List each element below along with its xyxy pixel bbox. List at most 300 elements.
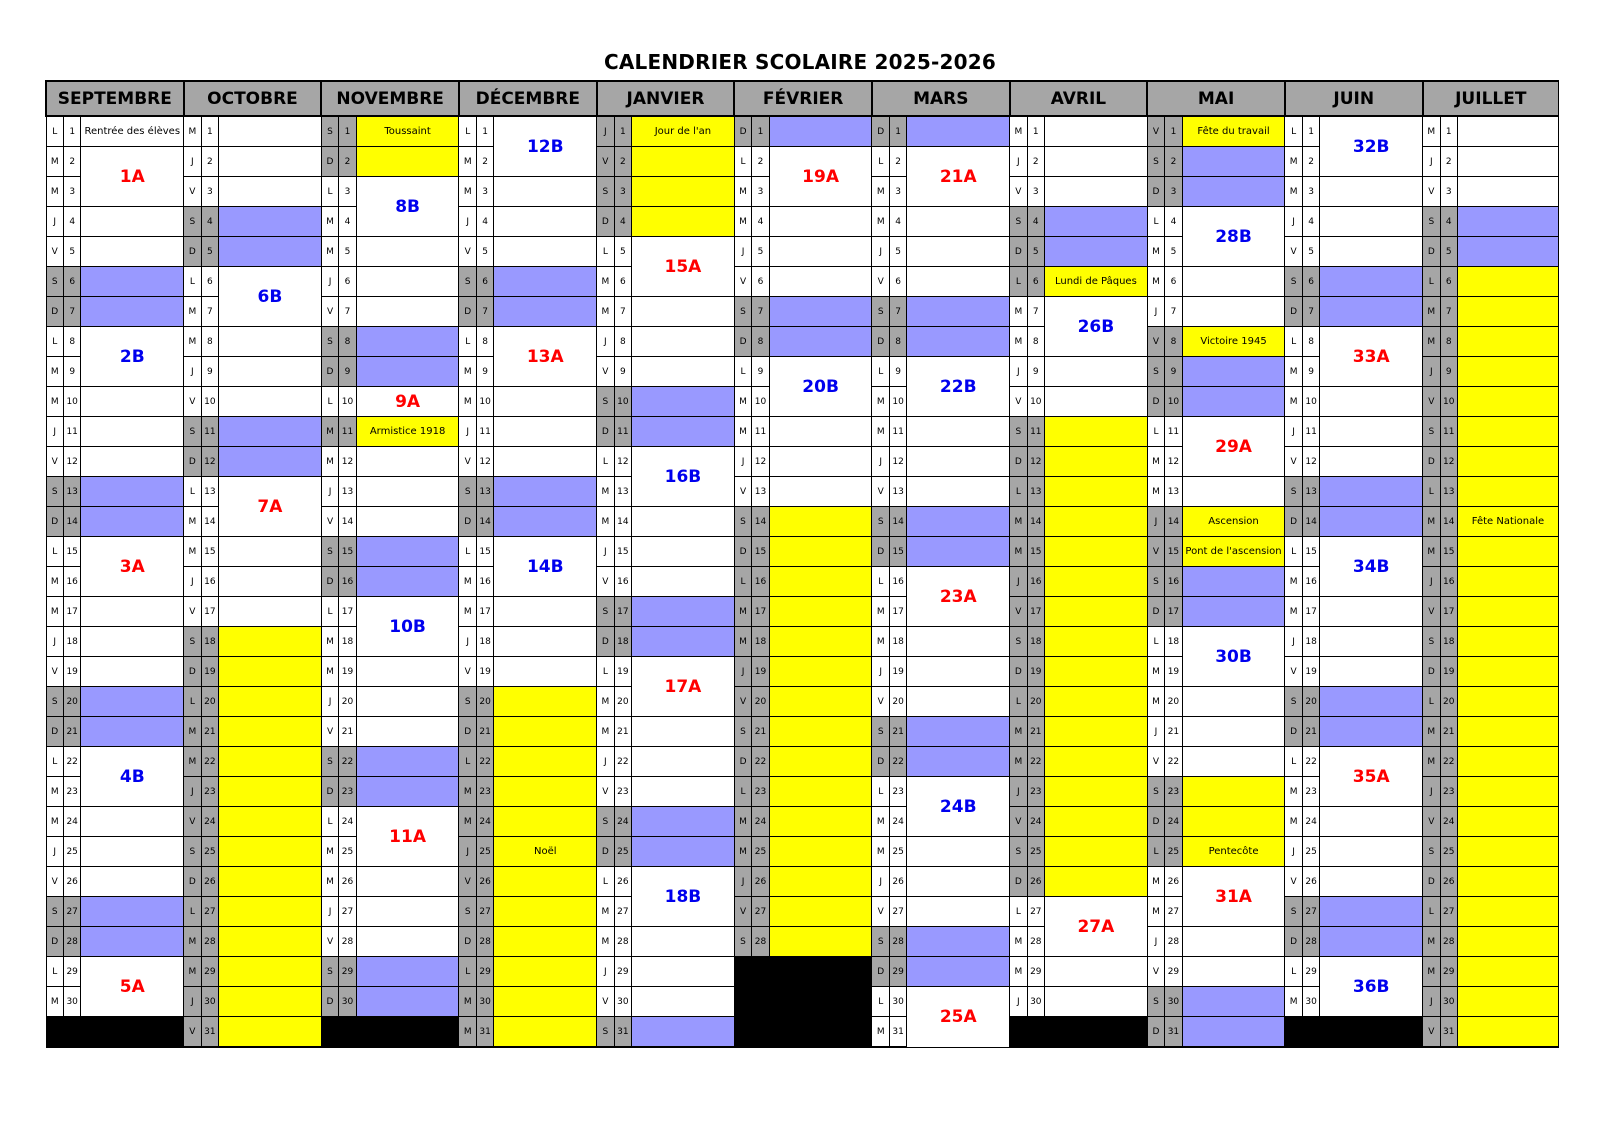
day-number: 2 bbox=[614, 147, 631, 177]
day-number: 11 bbox=[476, 417, 493, 447]
weekday-letter: D bbox=[1010, 237, 1027, 267]
day-event-cell bbox=[1045, 357, 1148, 387]
day-number: 20 bbox=[63, 687, 80, 717]
day-number: 26 bbox=[889, 867, 906, 897]
day-number: 13 bbox=[339, 477, 356, 507]
day-number: 11 bbox=[63, 417, 80, 447]
weekday-letter: M bbox=[1423, 297, 1440, 327]
day-number: 29 bbox=[614, 957, 631, 987]
weekday-letter: S bbox=[1423, 417, 1440, 447]
holiday-cell bbox=[1457, 957, 1558, 987]
weekend-cell bbox=[1320, 507, 1423, 537]
holiday-cell bbox=[1045, 567, 1148, 597]
calendar-row bbox=[46, 927, 1559, 957]
weekday-letter: M bbox=[184, 507, 201, 537]
day-number: 16 bbox=[1440, 567, 1457, 597]
weekday-letter: S bbox=[597, 387, 614, 417]
day-number: 23 bbox=[752, 777, 769, 807]
week-label: 18B bbox=[632, 867, 735, 927]
day-number: 30 bbox=[1440, 987, 1457, 1017]
day-number: 15 bbox=[1302, 537, 1319, 567]
weekday-letter: J bbox=[1010, 987, 1027, 1017]
day-number: 3 bbox=[63, 177, 80, 207]
weekday-letter: M bbox=[597, 507, 614, 537]
weekend-cell bbox=[494, 297, 597, 327]
weekend-cell bbox=[632, 1017, 735, 1048]
day-number: 20 bbox=[889, 687, 906, 717]
weekday-letter: S bbox=[1010, 837, 1027, 867]
day-number: 14 bbox=[889, 507, 906, 537]
day-number: 17 bbox=[889, 597, 906, 627]
day-event-cell bbox=[1182, 747, 1285, 777]
day-number: 17 bbox=[63, 597, 80, 627]
holiday-cell bbox=[769, 717, 872, 747]
day-number: 5 bbox=[1165, 237, 1182, 267]
holiday-cell bbox=[1045, 417, 1148, 447]
day-number: 19 bbox=[1302, 657, 1319, 687]
weekend-cell bbox=[1182, 177, 1285, 207]
weekend-cell bbox=[81, 477, 184, 507]
holiday-cell bbox=[494, 987, 597, 1017]
day-number: 4 bbox=[1440, 207, 1457, 237]
day-event-cell bbox=[219, 387, 322, 417]
day-number: 23 bbox=[1440, 777, 1457, 807]
holiday-cell bbox=[1457, 477, 1558, 507]
weekday-letter: V bbox=[1010, 597, 1027, 627]
day-number: 27 bbox=[614, 897, 631, 927]
weekday-letter: S bbox=[184, 417, 201, 447]
day-number: 19 bbox=[201, 657, 218, 687]
day-number: 6 bbox=[889, 267, 906, 297]
day-number: 5 bbox=[339, 237, 356, 267]
weekday-letter: S bbox=[1010, 627, 1027, 657]
weekday-letter: M bbox=[46, 777, 63, 807]
weekday-letter: M bbox=[1010, 747, 1027, 777]
day-number: 26 bbox=[752, 867, 769, 897]
holiday-cell bbox=[494, 957, 597, 987]
weekday-letter: V bbox=[46, 657, 63, 687]
weekday-letter: J bbox=[459, 837, 476, 867]
weekday-letter: L bbox=[184, 687, 201, 717]
weekday-letter: M bbox=[872, 837, 889, 867]
weekday-letter: M bbox=[1285, 177, 1302, 207]
day-number: 9 bbox=[889, 357, 906, 387]
day-event-cell bbox=[1182, 297, 1285, 327]
holiday-cell bbox=[1182, 807, 1285, 837]
week-label: 27A bbox=[1045, 897, 1148, 957]
weekday-letter: L bbox=[1147, 207, 1164, 237]
weekday-letter: M bbox=[597, 477, 614, 507]
day-number: 1 bbox=[63, 116, 80, 147]
day-event-cell bbox=[1320, 597, 1423, 627]
holiday-label: Pentecôte bbox=[1182, 837, 1285, 867]
week-label: 22B bbox=[907, 357, 1010, 417]
day-number: 7 bbox=[1165, 297, 1182, 327]
weekday-letter: S bbox=[1285, 477, 1302, 507]
weekday-letter: V bbox=[1010, 807, 1027, 837]
day-number: 10 bbox=[614, 387, 631, 417]
weekday-letter: D bbox=[597, 837, 614, 867]
day-number: 13 bbox=[1302, 477, 1319, 507]
weekday-letter: J bbox=[1423, 987, 1440, 1017]
weekday-letter: L bbox=[1285, 747, 1302, 777]
day-number: 30 bbox=[1027, 987, 1044, 1017]
weekday-letter: V bbox=[1147, 537, 1164, 567]
day-number: 12 bbox=[1440, 447, 1457, 477]
holiday-cell bbox=[1045, 867, 1148, 897]
day-number: 24 bbox=[1027, 807, 1044, 837]
weekday-letter: S bbox=[321, 957, 338, 987]
day-number: 9 bbox=[1440, 357, 1457, 387]
weekday-letter: M bbox=[1147, 867, 1164, 897]
day-number: 20 bbox=[752, 687, 769, 717]
day-number: 15 bbox=[63, 537, 80, 567]
day-number: 27 bbox=[201, 897, 218, 927]
day-event-cell bbox=[907, 687, 1010, 717]
weekend-cell bbox=[907, 717, 1010, 747]
day-number: 21 bbox=[1165, 717, 1182, 747]
calendar-row bbox=[46, 267, 1559, 297]
day-number: 7 bbox=[752, 297, 769, 327]
day-event-cell bbox=[1457, 177, 1558, 207]
week-label: 30B bbox=[1182, 627, 1285, 687]
day-number: 7 bbox=[1302, 297, 1319, 327]
weekday-letter: J bbox=[321, 267, 338, 297]
day-number: 28 bbox=[1027, 927, 1044, 957]
day-number: 21 bbox=[476, 717, 493, 747]
day-number: 19 bbox=[614, 657, 631, 687]
weekend-cell bbox=[1045, 207, 1148, 237]
weekday-letter: V bbox=[184, 597, 201, 627]
day-number: 20 bbox=[201, 687, 218, 717]
day-event-cell bbox=[1182, 717, 1285, 747]
day-event-cell bbox=[494, 177, 597, 207]
weekday-letter: M bbox=[1285, 567, 1302, 597]
calendar-row bbox=[46, 447, 1559, 477]
calendar-row bbox=[46, 477, 1559, 507]
day-event-cell bbox=[769, 447, 872, 477]
day-number: 31 bbox=[1165, 1017, 1182, 1048]
weekday-letter: S bbox=[321, 747, 338, 777]
weekday-letter: S bbox=[734, 297, 751, 327]
holiday-cell bbox=[494, 1017, 597, 1048]
weekday-letter: V bbox=[1147, 327, 1164, 357]
weekday-letter: V bbox=[1147, 747, 1164, 777]
weekend-cell bbox=[1320, 687, 1423, 717]
day-number: 20 bbox=[1165, 687, 1182, 717]
day-number: 1 bbox=[201, 116, 218, 147]
weekend-cell bbox=[632, 627, 735, 657]
weekday-letter: D bbox=[459, 717, 476, 747]
weekday-letter: J bbox=[184, 147, 201, 177]
calendar-row bbox=[46, 747, 1559, 777]
weekday-letter: V bbox=[184, 177, 201, 207]
calendar-row bbox=[46, 957, 1559, 987]
month-header-juin: JUIN bbox=[1285, 81, 1423, 116]
day-number: 24 bbox=[1440, 807, 1457, 837]
weekday-letter: D bbox=[321, 987, 338, 1017]
holiday-cell bbox=[769, 747, 872, 777]
day-number: 12 bbox=[889, 447, 906, 477]
day-event-cell bbox=[632, 927, 735, 957]
day-event-cell bbox=[1045, 957, 1148, 987]
day-number: 28 bbox=[201, 927, 218, 957]
weekend-cell bbox=[1320, 897, 1423, 927]
weekday-letter: V bbox=[1285, 237, 1302, 267]
weekday-letter: M bbox=[184, 116, 201, 147]
weekday-letter: S bbox=[321, 327, 338, 357]
holiday-cell bbox=[1045, 627, 1148, 657]
day-event-cell bbox=[769, 417, 872, 447]
weekday-letter: J bbox=[734, 447, 751, 477]
weekday-letter: M bbox=[184, 327, 201, 357]
holiday-cell bbox=[769, 687, 872, 717]
weekday-letter: L bbox=[459, 537, 476, 567]
weekday-letter: M bbox=[597, 267, 614, 297]
weekday-letter: M bbox=[1285, 597, 1302, 627]
day-number: 13 bbox=[614, 477, 631, 507]
day-number: 16 bbox=[476, 567, 493, 597]
month-header-decembre: DÉCEMBRE bbox=[459, 81, 597, 116]
day-number: 17 bbox=[201, 597, 218, 627]
day-event-cell bbox=[356, 267, 459, 297]
day-number: 22 bbox=[476, 747, 493, 777]
weekday-letter: M bbox=[872, 177, 889, 207]
weekday-letter: J bbox=[46, 837, 63, 867]
weekday-letter: V bbox=[1010, 387, 1027, 417]
day-number: 18 bbox=[614, 627, 631, 657]
day-number: 29 bbox=[339, 957, 356, 987]
weekday-letter: D bbox=[1147, 597, 1164, 627]
calendar-row bbox=[46, 657, 1559, 687]
weekday-letter: V bbox=[734, 897, 751, 927]
day-event-cell bbox=[632, 747, 735, 777]
day-number: 2 bbox=[752, 147, 769, 177]
weekday-letter: M bbox=[1285, 807, 1302, 837]
day-number: 15 bbox=[752, 537, 769, 567]
weekday-letter: M bbox=[872, 1017, 889, 1048]
holiday-label: Victoire 1945 bbox=[1182, 327, 1285, 357]
day-number: 18 bbox=[1165, 627, 1182, 657]
weekday-letter: S bbox=[321, 116, 338, 147]
day-event-cell bbox=[81, 207, 184, 237]
holiday-cell bbox=[1457, 747, 1558, 777]
weekday-letter: M bbox=[734, 177, 751, 207]
day-number: 25 bbox=[63, 837, 80, 867]
day-number: 4 bbox=[339, 207, 356, 237]
day-number: 4 bbox=[63, 207, 80, 237]
day-number: 26 bbox=[63, 867, 80, 897]
weekday-letter: M bbox=[321, 447, 338, 477]
day-event-cell bbox=[632, 987, 735, 1017]
weekend-cell bbox=[632, 387, 735, 417]
weekday-letter: S bbox=[1423, 627, 1440, 657]
day-number: 8 bbox=[614, 327, 631, 357]
day-number: 8 bbox=[201, 327, 218, 357]
weekday-letter: M bbox=[1147, 687, 1164, 717]
weekday-letter: V bbox=[184, 807, 201, 837]
weekday-letter: S bbox=[1285, 897, 1302, 927]
month-header-juillet: JUILLET bbox=[1423, 81, 1559, 116]
day-number: 8 bbox=[1165, 327, 1182, 357]
weekday-letter: D bbox=[1423, 237, 1440, 267]
day-number: 24 bbox=[752, 807, 769, 837]
day-number: 18 bbox=[1440, 627, 1457, 657]
day-number: 25 bbox=[1165, 837, 1182, 867]
weekday-letter: M bbox=[1010, 507, 1027, 537]
day-number: 2 bbox=[339, 147, 356, 177]
weekday-letter: L bbox=[597, 447, 614, 477]
month-header-mai: MAI bbox=[1147, 81, 1285, 116]
day-number: 30 bbox=[889, 987, 906, 1017]
weekday-letter: M bbox=[459, 987, 476, 1017]
weekday-letter: D bbox=[1285, 717, 1302, 747]
holiday-cell bbox=[494, 717, 597, 747]
weekday-letter: S bbox=[1423, 837, 1440, 867]
day-event-cell bbox=[769, 237, 872, 267]
day-event-cell bbox=[219, 327, 322, 357]
day-number: 25 bbox=[339, 837, 356, 867]
weekday-letter: J bbox=[1147, 927, 1164, 957]
day-event-cell bbox=[356, 867, 459, 897]
day-event-cell bbox=[356, 897, 459, 927]
day-number: 22 bbox=[1165, 747, 1182, 777]
day-number: 21 bbox=[752, 717, 769, 747]
holiday-cell bbox=[769, 927, 872, 957]
day-event-cell bbox=[494, 207, 597, 237]
day-number: 28 bbox=[476, 927, 493, 957]
week-label: 29A bbox=[1182, 417, 1285, 477]
day-number: 27 bbox=[339, 897, 356, 927]
weekday-letter: D bbox=[597, 417, 614, 447]
week-label: 11A bbox=[356, 807, 459, 867]
weekday-letter: J bbox=[459, 207, 476, 237]
holiday-cell bbox=[219, 837, 322, 867]
calendar-row bbox=[46, 807, 1559, 837]
empty-day-cell bbox=[734, 957, 872, 987]
day-number: 4 bbox=[1165, 207, 1182, 237]
weekend-cell bbox=[769, 327, 872, 357]
weekday-letter: L bbox=[46, 957, 63, 987]
day-number: 20 bbox=[1027, 687, 1044, 717]
calendar-row bbox=[46, 717, 1559, 747]
weekday-letter: M bbox=[1423, 507, 1440, 537]
empty-day-cell bbox=[734, 1017, 872, 1048]
weekday-letter: S bbox=[46, 477, 63, 507]
weekday-letter: J bbox=[597, 116, 614, 147]
day-number: 13 bbox=[1440, 477, 1457, 507]
day-event-cell bbox=[356, 687, 459, 717]
weekday-letter: J bbox=[459, 417, 476, 447]
day-event-cell bbox=[907, 627, 1010, 657]
day-event-cell bbox=[907, 867, 1010, 897]
weekday-letter: D bbox=[184, 867, 201, 897]
day-event-cell bbox=[81, 597, 184, 627]
weekday-letter: D bbox=[321, 357, 338, 387]
day-event-cell bbox=[1320, 837, 1423, 867]
weekend-cell bbox=[219, 237, 322, 267]
day-number: 7 bbox=[889, 297, 906, 327]
weekday-letter: D bbox=[734, 537, 751, 567]
day-number: 4 bbox=[1027, 207, 1044, 237]
day-event-cell bbox=[907, 477, 1010, 507]
calendar-row bbox=[46, 327, 1559, 357]
weekday-letter: M bbox=[734, 837, 751, 867]
weekend-cell bbox=[1320, 477, 1423, 507]
weekday-letter: L bbox=[1423, 687, 1440, 717]
weekday-letter: L bbox=[597, 237, 614, 267]
day-number: 22 bbox=[614, 747, 631, 777]
week-label: 10B bbox=[356, 597, 459, 657]
weekday-letter: S bbox=[46, 687, 63, 717]
weekend-cell bbox=[1182, 567, 1285, 597]
weekday-letter: D bbox=[872, 747, 889, 777]
weekday-letter: J bbox=[321, 687, 338, 717]
weekday-letter: L bbox=[184, 267, 201, 297]
holiday-cell bbox=[1045, 687, 1148, 717]
weekday-letter: M bbox=[1010, 717, 1027, 747]
day-event-cell bbox=[219, 567, 322, 597]
day-event-cell bbox=[81, 417, 184, 447]
weekday-letter: J bbox=[872, 447, 889, 477]
day-event-cell bbox=[632, 957, 735, 987]
weekend-cell bbox=[356, 957, 459, 987]
day-number: 5 bbox=[752, 237, 769, 267]
weekday-letter: M bbox=[734, 387, 751, 417]
holiday-cell bbox=[769, 567, 872, 597]
weekday-letter: M bbox=[321, 207, 338, 237]
day-number: 6 bbox=[476, 267, 493, 297]
day-number: 20 bbox=[614, 687, 631, 717]
weekday-letter: M bbox=[1010, 327, 1027, 357]
weekday-letter: L bbox=[1147, 417, 1164, 447]
week-label: 9A bbox=[356, 387, 459, 417]
weekday-letter: S bbox=[46, 267, 63, 297]
day-number: 16 bbox=[1027, 567, 1044, 597]
weekend-cell bbox=[632, 417, 735, 447]
day-number: 9 bbox=[1302, 357, 1319, 387]
weekend-cell bbox=[769, 297, 872, 327]
day-number: 24 bbox=[339, 807, 356, 837]
day-number: 18 bbox=[1027, 627, 1044, 657]
day-number: 27 bbox=[1302, 897, 1319, 927]
holiday-cell bbox=[1457, 567, 1558, 597]
day-number: 17 bbox=[614, 597, 631, 627]
day-number: 28 bbox=[889, 927, 906, 957]
day-number: 4 bbox=[476, 207, 493, 237]
weekday-letter: M bbox=[46, 177, 63, 207]
day-number: 9 bbox=[752, 357, 769, 387]
holiday-cell bbox=[219, 897, 322, 927]
weekday-letter: V bbox=[1423, 807, 1440, 837]
weekday-letter: M bbox=[734, 207, 751, 237]
weekday-letter: J bbox=[1010, 147, 1027, 177]
day-number: 27 bbox=[476, 897, 493, 927]
holiday-label: Armistice 1918 bbox=[356, 417, 459, 447]
day-event-cell bbox=[907, 837, 1010, 867]
day-number: 21 bbox=[889, 717, 906, 747]
day-event-cell bbox=[1182, 927, 1285, 957]
day-event-cell bbox=[1320, 177, 1423, 207]
empty-day-cell bbox=[734, 987, 872, 1017]
day-event-cell bbox=[356, 477, 459, 507]
day-number: 14 bbox=[1027, 507, 1044, 537]
day-number: 8 bbox=[1440, 327, 1457, 357]
day-number: 11 bbox=[1440, 417, 1457, 447]
weekday-letter: M bbox=[734, 807, 751, 837]
weekend-cell bbox=[907, 297, 1010, 327]
weekday-letter: S bbox=[597, 1017, 614, 1048]
